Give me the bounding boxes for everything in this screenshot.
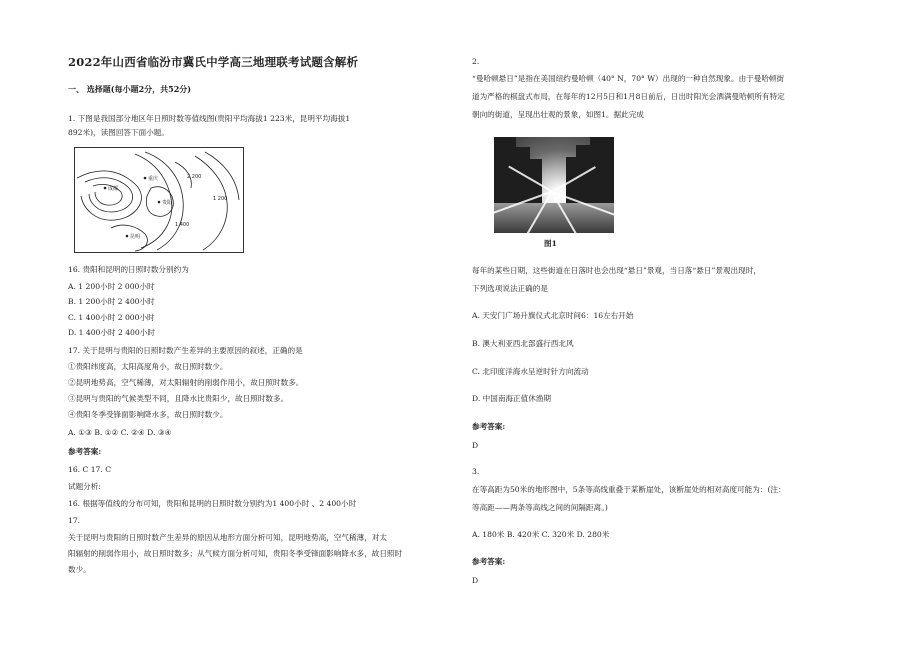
q2-text-line3: 朝向的街道，呈现出壮观的景象，如图1。据此完成 — [472, 110, 644, 119]
q2-question-line1: 每年的某些日期，这些街道在日落时也会出现“悬日”景观，当日落“悬日”景观出现时， — [472, 266, 761, 275]
kunming-marker — [126, 235, 129, 238]
q2-text-line1: “曼哈顿悬日”是指在美国纽约曼哈顿（40° N，70° W）出现的一种自然现象。由于曼哈顿街 — [472, 74, 785, 83]
q2-option-b: B. 澳大利亚西北部盛行西北风 — [472, 339, 574, 348]
q16-option-d: D. 1 400小时 2 400小时 — [68, 328, 155, 337]
q3-answer: D — [472, 576, 479, 585]
analysis-17-line1: 关于昆明与贵阳的日照时数产生差异的原因从地形方面分析可知，昆明地势高，空气稀薄，对太 — [68, 533, 387, 542]
q2-number: 2. — [472, 57, 480, 66]
q17-stem: 17. 关于昆明与贵阳的日照时数产生差异的主要原因的叙述，正确的是 — [68, 346, 303, 355]
chongqing-marker — [144, 177, 147, 180]
chengdu-marker — [104, 187, 107, 190]
q3-text-line2: 等高距——两条等高线之间的间隔距离。) — [472, 503, 608, 512]
reference-answer-label-3: 参考答案: — [472, 557, 506, 566]
q17-item-3: ③昆明与贵阳的气候类型不同，且降水比贵阳少，故日照时数多。 — [68, 394, 289, 403]
map-label-chongqing: 重庆 — [148, 176, 159, 182]
map-label-1200: 1 200 — [213, 196, 228, 202]
q17-item-2: ②昆明地势高，空气稀薄，对太阳辐射的削弱作用小，故日照时数多。 — [68, 378, 304, 387]
section-heading: 一、 选择题(每小题2分，共52分) — [68, 84, 192, 94]
q2-option-a: A. 天安门广场升旗仪式北京时间6：16左右开始 — [472, 311, 634, 320]
q2-option-d: D. 中国南海正值休渔期 — [472, 394, 551, 403]
q16-option-a: A. 1 200小时 2 000小时 — [68, 282, 155, 291]
exam-title: 2022年山西省临汾市冀氏中学高三地理联考试题含解析 — [68, 55, 359, 69]
q16-option-b: B. 1 200小时 2 400小时 — [68, 297, 155, 306]
analysis-16: 16. 根据等值线的分布可知，贵阳和昆明的日照时数分别约为1 400小时 、2 400小时 — [68, 499, 357, 508]
analysis-label: 试题分析: — [68, 482, 101, 491]
analysis-17-line3: 数少。 — [68, 565, 91, 574]
map-label-guiyang: 贵阳 — [162, 200, 173, 206]
map-label-2200: 2 200 — [187, 174, 202, 180]
q17-item-1: ①贵阳纬度高，太阳高度角小，故日照时数少。 — [68, 362, 228, 371]
building-right-1 — [590, 137, 614, 213]
manhattanhenge-photo — [494, 137, 614, 233]
q1-stem-line1: 1. 下图是我国部分地区年日照时数等值线图(贵阳平均海拔1 223米，昆明平均海拔1 — [68, 114, 351, 123]
q3-text-line1: 在等高距为50米的地形图中，5条等高线重叠于某断崖处，该断崖处的相对高度可能为：(注： — [472, 485, 786, 494]
reference-answer-label-1: 参考答案: — [68, 447, 102, 456]
analysis-17-number: 17. — [68, 516, 81, 525]
q16-option-c: C. 1 400小时 2 000小时 — [68, 313, 155, 322]
guiyang-marker — [158, 201, 161, 204]
q3-options: A. 180米 B. 420米 C. 320米 D. 280米 — [472, 530, 610, 539]
q17-options: A. ①③ B. ①② C. ②④ D. ③④ — [68, 428, 172, 437]
q3-number: 3. — [472, 467, 480, 476]
figure-caption: 图1 — [544, 239, 557, 248]
answers-16-17: 16. C 17. C — [68, 465, 112, 474]
q1-stem-line2: 892米)，读图回答下面小题。 — [68, 128, 169, 137]
building-left-1 — [494, 137, 516, 213]
q2-text-line2: 道为严格的棋盘式布局，在每年的12月5日和1月8日前后，日出时阳光会洒满曼哈顿所有特定 — [472, 92, 785, 101]
q2-answer: D — [472, 441, 479, 450]
map-label-chengdu: 成都 — [108, 186, 119, 192]
analysis-17-line2: 阳辐射的削弱作用小，故日照时数多；从气候方面分析可知，贵阳冬季受锋面影响降水多，故日照时 — [68, 549, 403, 558]
sunshine-isoline-map — [74, 147, 244, 253]
q16-stem: 16. 贵阳和昆明的日照时数分别约为 — [68, 265, 189, 274]
q2-question-line2: 下列选项说法正确的是 — [472, 284, 548, 293]
reference-answer-label-2: 参考答案: — [472, 422, 506, 431]
q17-item-4: ④贵阳冬季受锋面影响降水多，故日照时数少。 — [68, 410, 228, 419]
q2-option-c: C. 北印度洋海水呈逆时针方向流动 — [472, 367, 589, 376]
map-label-1400: 1 400 — [175, 222, 190, 228]
isoline-map-svg — [75, 148, 243, 252]
map-label-kunming: 昆明 — [130, 234, 141, 240]
